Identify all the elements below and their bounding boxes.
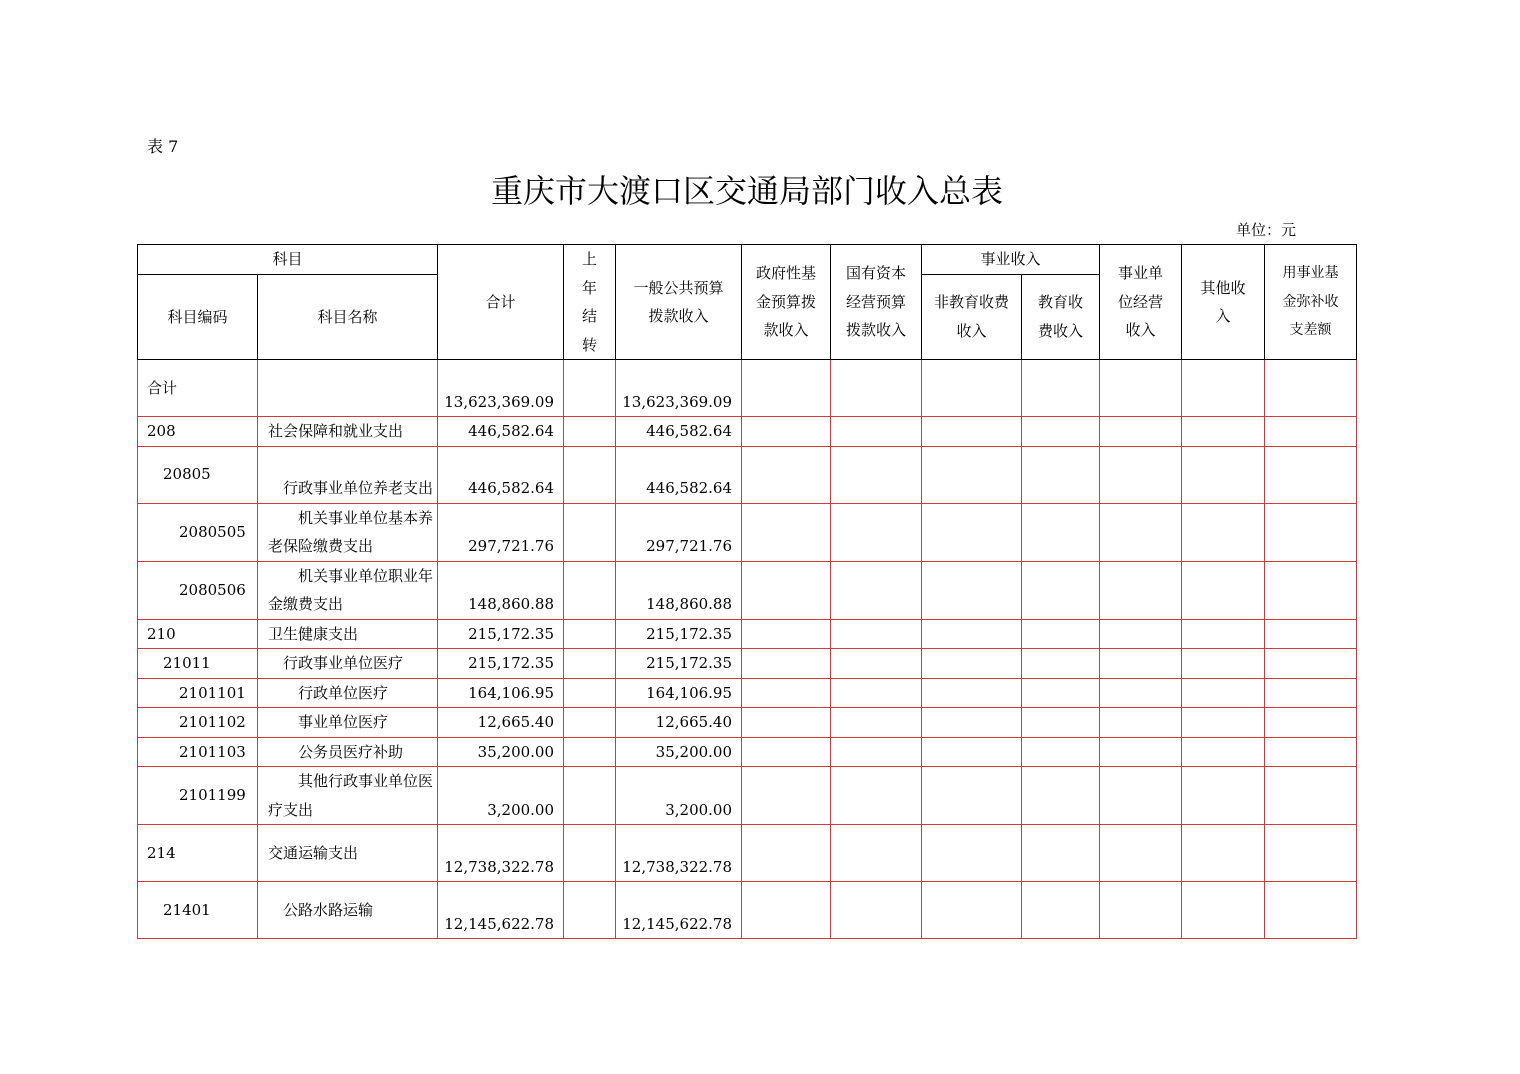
row-name: 公务员医疗补助 (258, 737, 438, 767)
row-general: 148,860.88 (616, 561, 742, 619)
row-total: 35,200.00 (438, 737, 564, 767)
table-row (138, 503, 1357, 561)
row-general: 13,623,369.09 (616, 360, 742, 417)
row-name: 公路水路运输 (258, 882, 438, 939)
table-row (138, 767, 1357, 825)
unit-label: 单位：元 (1236, 221, 1297, 239)
row-name: 行政单位医疗 (258, 678, 438, 708)
header-subject-name: 科目名称 (258, 274, 438, 359)
row-name: 行政事业单位医疗 (258, 649, 438, 679)
row-code: 2101102 (138, 708, 258, 738)
row-name: 交通运输支出 (258, 825, 438, 882)
row-code: 合计 (138, 360, 258, 417)
header-fund-offset: 用事业基金弥补收支差额 (1265, 245, 1357, 360)
row-name: 机关事业单位职业年金缴费支出 (258, 561, 438, 619)
row-total: 446,582.64 (438, 446, 564, 503)
row-name: 机关事业单位基本养老保险缴费支出 (258, 503, 438, 561)
table-row (138, 882, 1357, 939)
table-row (138, 825, 1357, 882)
table-row (138, 708, 1357, 738)
row-code: 2101103 (138, 737, 258, 767)
row-code: 210 (138, 619, 258, 649)
table-label: 表 7 (147, 137, 179, 156)
row-name: 卫生健康支出 (258, 619, 438, 649)
table-row (138, 678, 1357, 708)
header-business-income: 事业收入 (922, 245, 1100, 275)
income-summary-table (137, 244, 1357, 939)
header-non-edu-fee: 非教育收费收入 (922, 274, 1022, 359)
row-code: 20805 (138, 446, 258, 503)
row-general: 215,172.35 (616, 619, 742, 649)
table-row (138, 446, 1357, 503)
header-edu-fee: 教育收费收入 (1022, 274, 1100, 359)
row-name: 事业单位医疗 (258, 708, 438, 738)
header-other-income: 其他收入 (1182, 245, 1265, 360)
row-general: 297,721.76 (616, 503, 742, 561)
header-subject-code: 科目编码 (138, 274, 258, 359)
row-general: 164,106.95 (616, 678, 742, 708)
row-name (258, 360, 438, 417)
header-total: 合计 (438, 245, 564, 360)
row-code: 21011 (138, 649, 258, 679)
row-name: 社会保障和就业支出 (258, 417, 438, 447)
row-general: 215,172.35 (616, 649, 742, 679)
row-total: 13,623,369.09 (438, 360, 564, 417)
row-name: 行政事业单位养老支出 (258, 446, 438, 503)
row-total: 148,860.88 (438, 561, 564, 619)
row-code: 21401 (138, 882, 258, 939)
row-code: 208 (138, 417, 258, 447)
table-row (138, 360, 1357, 417)
row-total: 12,145,622.78 (438, 882, 564, 939)
row-general: 12,738,322.78 (616, 825, 742, 882)
header-gov-fund: 政府性基金预算拨款收入 (742, 245, 831, 360)
row-code: 214 (138, 825, 258, 882)
row-total: 164,106.95 (438, 678, 564, 708)
page-title: 重庆市大渡口区交通局部门收入总表 (490, 172, 1003, 210)
row-code: 2101199 (138, 767, 258, 825)
row-total: 215,172.35 (438, 619, 564, 649)
header-state-capital: 国有资本经营预算拨款收入 (831, 245, 922, 360)
header-business-unit-operating: 事业单位经营收入 (1100, 245, 1182, 360)
table-row (138, 737, 1357, 767)
header-subject: 科目 (138, 245, 438, 275)
row-total: 3,200.00 (438, 767, 564, 825)
row-total: 297,721.76 (438, 503, 564, 561)
header-carryover: 上年结转 (564, 245, 616, 360)
row-total: 215,172.35 (438, 649, 564, 679)
row-general: 446,582.64 (616, 417, 742, 447)
row-code: 2101101 (138, 678, 258, 708)
table-row (138, 561, 1357, 619)
header-general-budget: 一般公共预算拨款收入 (616, 245, 742, 360)
row-code: 2080506 (138, 561, 258, 619)
row-general: 446,582.64 (616, 446, 742, 503)
row-general: 12,665.40 (616, 708, 742, 738)
row-general: 12,145,622.78 (616, 882, 742, 939)
table-row (138, 649, 1357, 679)
table-row (138, 417, 1357, 447)
row-total: 446,582.64 (438, 417, 564, 447)
row-total: 12,738,322.78 (438, 825, 564, 882)
row-general: 3,200.00 (616, 767, 742, 825)
row-general: 35,200.00 (616, 737, 742, 767)
row-total: 12,665.40 (438, 708, 564, 738)
row-code: 2080505 (138, 503, 258, 561)
table-row (138, 619, 1357, 649)
row-name: 其他行政事业单位医疗支出 (258, 767, 438, 825)
